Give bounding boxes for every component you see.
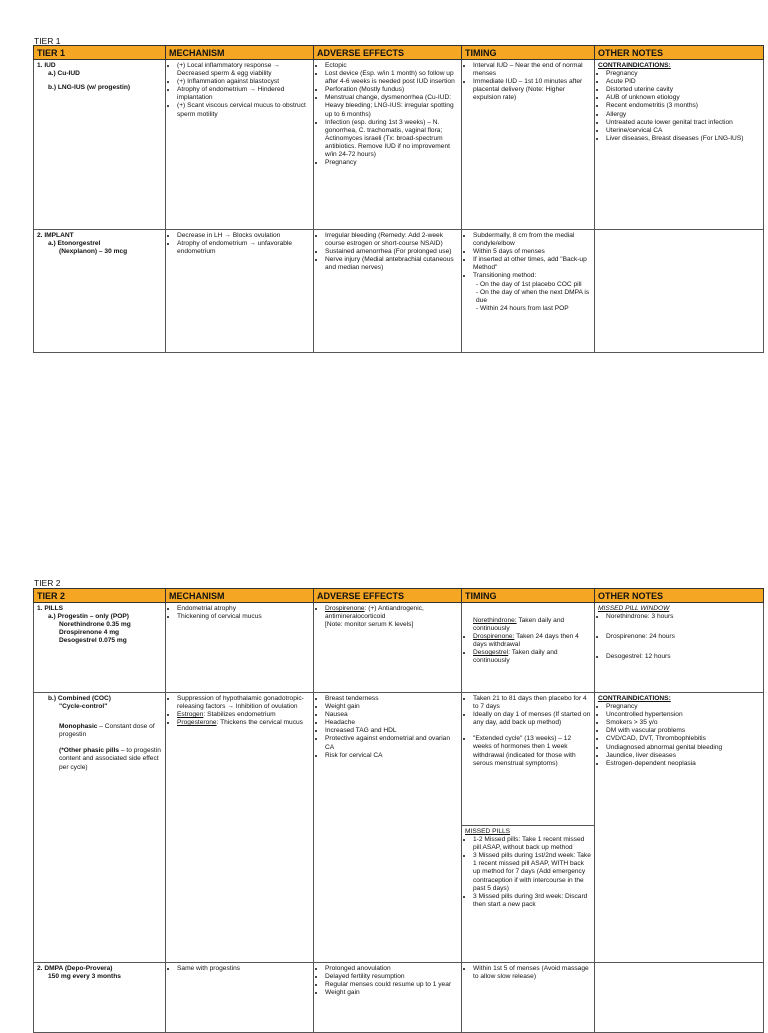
implant-drug: a.) Etonorgestrel bbox=[48, 240, 101, 248]
implant-timing-list bbox=[465, 232, 591, 281]
term-text: : Stabilizes endometrium bbox=[203, 711, 276, 719]
term-text: : Thickens the cervical mucus bbox=[216, 719, 303, 727]
tier1-label: TIER 1 bbox=[34, 36, 61, 46]
tier2-header-row bbox=[34, 589, 764, 603]
list-item: • Endometrial atrophy bbox=[177, 605, 310, 613]
list-item: • Weight gain bbox=[325, 989, 458, 997]
iud-contraindications-list bbox=[598, 70, 760, 143]
missed-pills-heading: MISSED PILLS bbox=[465, 828, 511, 835]
list-item: • Within 1st 5 of menses (Avoid massage to allow slow release) bbox=[473, 965, 591, 981]
list-item bbox=[177, 711, 310, 719]
term: Progesterone bbox=[177, 719, 217, 727]
term-text: – to progestin content and associated side effect per cycle) bbox=[59, 747, 161, 771]
term-text: – Constant dose of progestin bbox=[59, 723, 155, 739]
coc-title: b.) Combined (COC) bbox=[48, 695, 111, 702]
list-item: • Delayed fertility resumption bbox=[325, 973, 458, 981]
coc-phasic bbox=[37, 747, 162, 771]
list-item bbox=[177, 719, 310, 727]
list-item: • Nausea bbox=[325, 711, 458, 719]
list-item: • Perforation (Mostly fundus) bbox=[325, 86, 458, 94]
list-item: • Regular menses could resume up to 1 year bbox=[325, 981, 458, 989]
list-item: • Nerve injury (Medial antebrachial cutaneous and median nerves) bbox=[325, 256, 458, 272]
coc-adverse-list bbox=[317, 695, 458, 760]
dmpa-notes-cell bbox=[595, 963, 764, 1033]
list-item: • Infection (esp. during 1st 3 weeks) – N. gonorrhea, C. trachomatis, vaginal flora; Actinomyces israeli (Tx: broad-spectrum antibiotics. Remove IUD if no improvement w/in 24-72 hours) bbox=[325, 119, 458, 159]
term: Monophasic bbox=[59, 723, 98, 731]
coc-contraindications-heading: CONTRAINDICATIONS: bbox=[598, 695, 671, 702]
pop-drug: Drospirenone 4 mg bbox=[59, 629, 120, 637]
list-item: • Ectopic bbox=[325, 62, 458, 70]
pop-adverse-note: [Note: monitor serum K levels] bbox=[325, 621, 414, 629]
dmpa-dose: 150 mg every 3 months bbox=[48, 973, 121, 981]
pop-timing-norethindrone bbox=[465, 617, 591, 633]
list-item: • Prolonged anovulation bbox=[325, 965, 458, 973]
list-item: • "Extended cycle" (13 weeks) – 12 weeks of hormones then 1 week withdrawal (indicated for those with serous menstrual symptoms) bbox=[473, 735, 591, 767]
list-item: • Menstrual change, dysmenorrhea (Cu-IUD: Heavy bleeding; LNG-IUS: irregular spotting up to 6 months) bbox=[325, 94, 458, 118]
list-item: • (+) Scant viscous cervical mucus to obstruct sperm motility bbox=[177, 102, 310, 118]
list-item: • Breast tenderness bbox=[325, 695, 458, 703]
list-item: • Same with progestins bbox=[177, 965, 310, 973]
list-item: • Smokers > 35 y/o bbox=[606, 719, 760, 727]
list-item: • Atrophy of endometrium → Hindered implantation bbox=[177, 86, 310, 102]
list-item: • AUB of unknown etiology bbox=[606, 94, 760, 102]
header-mechanism: MECHANISM bbox=[166, 589, 314, 603]
pop-drug: Norethindrone 0.35 mg bbox=[59, 621, 131, 629]
list-item: • Pregnancy bbox=[606, 703, 760, 711]
coc-contraindications-list bbox=[598, 703, 760, 768]
list-item: • Recent endometritis (3 months) bbox=[606, 102, 760, 110]
pop-mechanism-list bbox=[169, 605, 310, 621]
pop-row bbox=[34, 603, 764, 693]
dmpa-timing-list bbox=[465, 965, 591, 981]
list-item: • DM with vascular problems bbox=[606, 727, 760, 735]
term: (*Other phasic pills bbox=[59, 747, 120, 755]
list-item: • Risk for cervical CA bbox=[325, 752, 458, 760]
list-item: • Distorted uterine cavity bbox=[606, 86, 760, 94]
iud-adverse-list bbox=[317, 62, 458, 167]
term: Drospirenone bbox=[325, 605, 365, 612]
list-item: • Within 5 days of menses bbox=[473, 248, 591, 256]
list-item: • 3 Missed pills during 3rd week: Discard then start a new pack bbox=[473, 893, 591, 909]
iud-cell bbox=[34, 60, 166, 230]
tier1-header-row bbox=[34, 46, 764, 60]
list-item: • Increased TAG and HDL bbox=[325, 727, 458, 735]
list-item: • Decrease in LH → Blocks ovulation bbox=[177, 232, 310, 240]
list-item: • Untreated acute lower genital tract infection bbox=[606, 119, 760, 127]
tier2-label: TIER 2 bbox=[34, 578, 61, 588]
term-text: Taken 24 days then 4 days withdrawal bbox=[473, 633, 579, 649]
list-item: • Transitioning method: bbox=[473, 272, 591, 280]
missed-pill-window-heading: MISSED PILL WINDOW bbox=[598, 605, 670, 612]
list-item bbox=[473, 649, 591, 665]
iud-contraindications-heading: CONTRAINDICATIONS: bbox=[598, 62, 671, 69]
header-tier: TIER 1 bbox=[34, 46, 166, 60]
list-item: • Liver diseases, Breast diseases (For LNG-IUS) bbox=[606, 135, 760, 143]
list-item: • Headache bbox=[325, 719, 458, 727]
list-item bbox=[473, 633, 591, 649]
dmpa-adverse-list bbox=[317, 965, 458, 997]
list-item: • Suppression of hypothalamic gonadotropic-releasing factors → Inhibition of ovulation bbox=[177, 695, 310, 711]
coc-mechanism-list bbox=[169, 695, 310, 727]
iud-mechanism-list bbox=[169, 62, 310, 119]
term: Desogestrel bbox=[473, 649, 509, 657]
list-item: • Acute PID bbox=[606, 78, 760, 86]
term-text: Taken daily and continuously bbox=[473, 617, 565, 633]
list-item: • Undiagnosed abnormal genital bleeding bbox=[606, 744, 760, 752]
implant-timing-sub: - On the day of when the next DMPA is due bbox=[476, 288, 590, 304]
list-item: • (+) Inflammation against blastocyst bbox=[177, 78, 310, 86]
list-item: • Allergy bbox=[606, 111, 760, 119]
list-item: • Irregular bleeding (Remedy: Add 2-week course estrogen or short-course NSAID) bbox=[325, 232, 458, 248]
header-other-notes: OTHER NOTES bbox=[595, 46, 764, 60]
header-tier: TIER 2 bbox=[34, 589, 166, 603]
term: Drospirenone: bbox=[473, 633, 515, 641]
missed-pills-box bbox=[462, 826, 594, 911]
list-item: • Immediate IUD – 1st 10 minutes after placental delivery (Note: Higher expulsion rate) bbox=[473, 78, 591, 102]
header-adverse-effects: ADVERSE EFFECTS bbox=[314, 46, 462, 60]
list-item: • Weight gain bbox=[325, 703, 458, 711]
implant-notes-cell bbox=[595, 230, 764, 353]
dmpa-row bbox=[34, 963, 764, 1033]
list-item: • Pregnancy bbox=[606, 70, 760, 78]
list-item: • Lost device (Esp. w/in 1 month) so follow up after 4-6 weeks is needed post IUD insertion bbox=[325, 70, 458, 86]
header-adverse-effects: ADVERSE EFFECTS bbox=[314, 589, 462, 603]
coc-timing-box bbox=[462, 693, 594, 826]
list-item: • Interval IUD – Near the end of normal menses bbox=[473, 62, 591, 78]
list-item: • Estrogen-dependent neoplasia bbox=[606, 760, 760, 768]
term-text: : Taken daily and continuously bbox=[473, 649, 558, 665]
header-mechanism: MECHANISM bbox=[166, 46, 314, 60]
list-item: • Thickening of cervical mucus bbox=[177, 613, 310, 621]
implant-adverse-list bbox=[317, 232, 458, 272]
tier2-table bbox=[33, 588, 764, 1033]
iud-cu: a.) Cu-IUD bbox=[48, 70, 80, 78]
list-item: • Pregnancy bbox=[325, 159, 458, 167]
coc-row bbox=[34, 693, 764, 963]
pop-drug: Desogestrel 0.075 mg bbox=[59, 637, 127, 645]
implant-mechanism-list bbox=[169, 232, 310, 256]
list-item: • Jaundice, liver diseases bbox=[606, 752, 760, 760]
iud-timing-list bbox=[465, 62, 591, 102]
list-item: • If inserted at other times, add "Back-up Method" bbox=[473, 256, 591, 272]
missed-pill-window-list bbox=[598, 613, 760, 661]
tier1-table bbox=[33, 45, 764, 353]
implant-dose: (Nexplanon) – 30 mcg bbox=[59, 248, 128, 256]
coc-monophasic bbox=[37, 723, 162, 739]
dmpa-title: 2. DMPA (Depo-Provera) bbox=[37, 965, 113, 972]
list-item: • Uncontrolled hypertension bbox=[606, 711, 760, 719]
list-item: • Taken 21 to 81 days then placebo for 4 to 7 days bbox=[473, 695, 591, 711]
coc-subtitle: "Cycle-control" bbox=[59, 703, 108, 711]
list-item: • Subdermally, 8 cm from the medial condyle/elbow bbox=[473, 232, 591, 248]
implant-timing-sub: - Within 24 hours from last POP bbox=[476, 304, 569, 312]
list-item: • Ideally on day 1 of menses (If started on any day, add back up method) bbox=[473, 711, 591, 727]
pop-title: a.) Progestin – only (POP) bbox=[48, 613, 129, 621]
list-item: • Drospirenone: 24 hours bbox=[606, 633, 760, 641]
pop-timing-list bbox=[465, 633, 591, 665]
list-item: • CVD/CAD, DVT, Thrombophlebitis bbox=[606, 735, 760, 743]
list-item: • Desogestrel: 12 hours bbox=[606, 653, 760, 661]
coc-timing-list bbox=[465, 695, 591, 768]
missed-pills-list bbox=[465, 836, 591, 909]
term: Norethindrone: bbox=[473, 617, 517, 624]
term: Estrogen bbox=[177, 711, 204, 719]
list-item: • 3 Missed pills during 1st/2nd week: Take 1 recent missed pill ASAP, WITH back up method for 7 days (Add emergency contraception if with intercourse in the past 5 days) bbox=[473, 852, 591, 892]
list-item bbox=[325, 605, 458, 621]
iud-row bbox=[34, 60, 764, 230]
term-text: : (+) Antiandrogenic, antimineralocorticoid bbox=[325, 605, 424, 621]
list-item: • Uterine/cervical CA bbox=[606, 127, 760, 135]
implant-row bbox=[34, 230, 764, 353]
list-item: • Norethindrone: 3 hours bbox=[606, 613, 760, 621]
header-timing: TIMING bbox=[462, 589, 595, 603]
pills-title: 1. PILLS bbox=[37, 605, 64, 612]
iud-title: 1. IUD bbox=[37, 62, 56, 69]
list-item: • Atrophy of endometrium → unfavorable endometrium bbox=[177, 240, 310, 256]
dmpa-mechanism-list bbox=[169, 965, 310, 973]
list-item: • Protective against endometrial and ovarian CA bbox=[325, 735, 458, 751]
implant-timing-sub: - On the day of 1st placebo COC pill bbox=[476, 280, 582, 288]
implant-title: 2. IMPLANT bbox=[37, 232, 74, 239]
header-timing: TIMING bbox=[462, 46, 595, 60]
list-item: • Sustained amenorrhea (For prolonged use) bbox=[325, 248, 458, 256]
list-item: • (+) Local inflammatory response → Decreased sperm & egg viability bbox=[177, 62, 310, 78]
iud-lng: b.) LNG-IUS (w/ progestin) bbox=[48, 84, 131, 92]
pop-adverse-list bbox=[317, 605, 458, 621]
list-item: • 1-2 Missed pills: Take 1 recent missed pill ASAP, without back up method bbox=[473, 836, 591, 852]
header-other-notes: OTHER NOTES bbox=[595, 589, 764, 603]
